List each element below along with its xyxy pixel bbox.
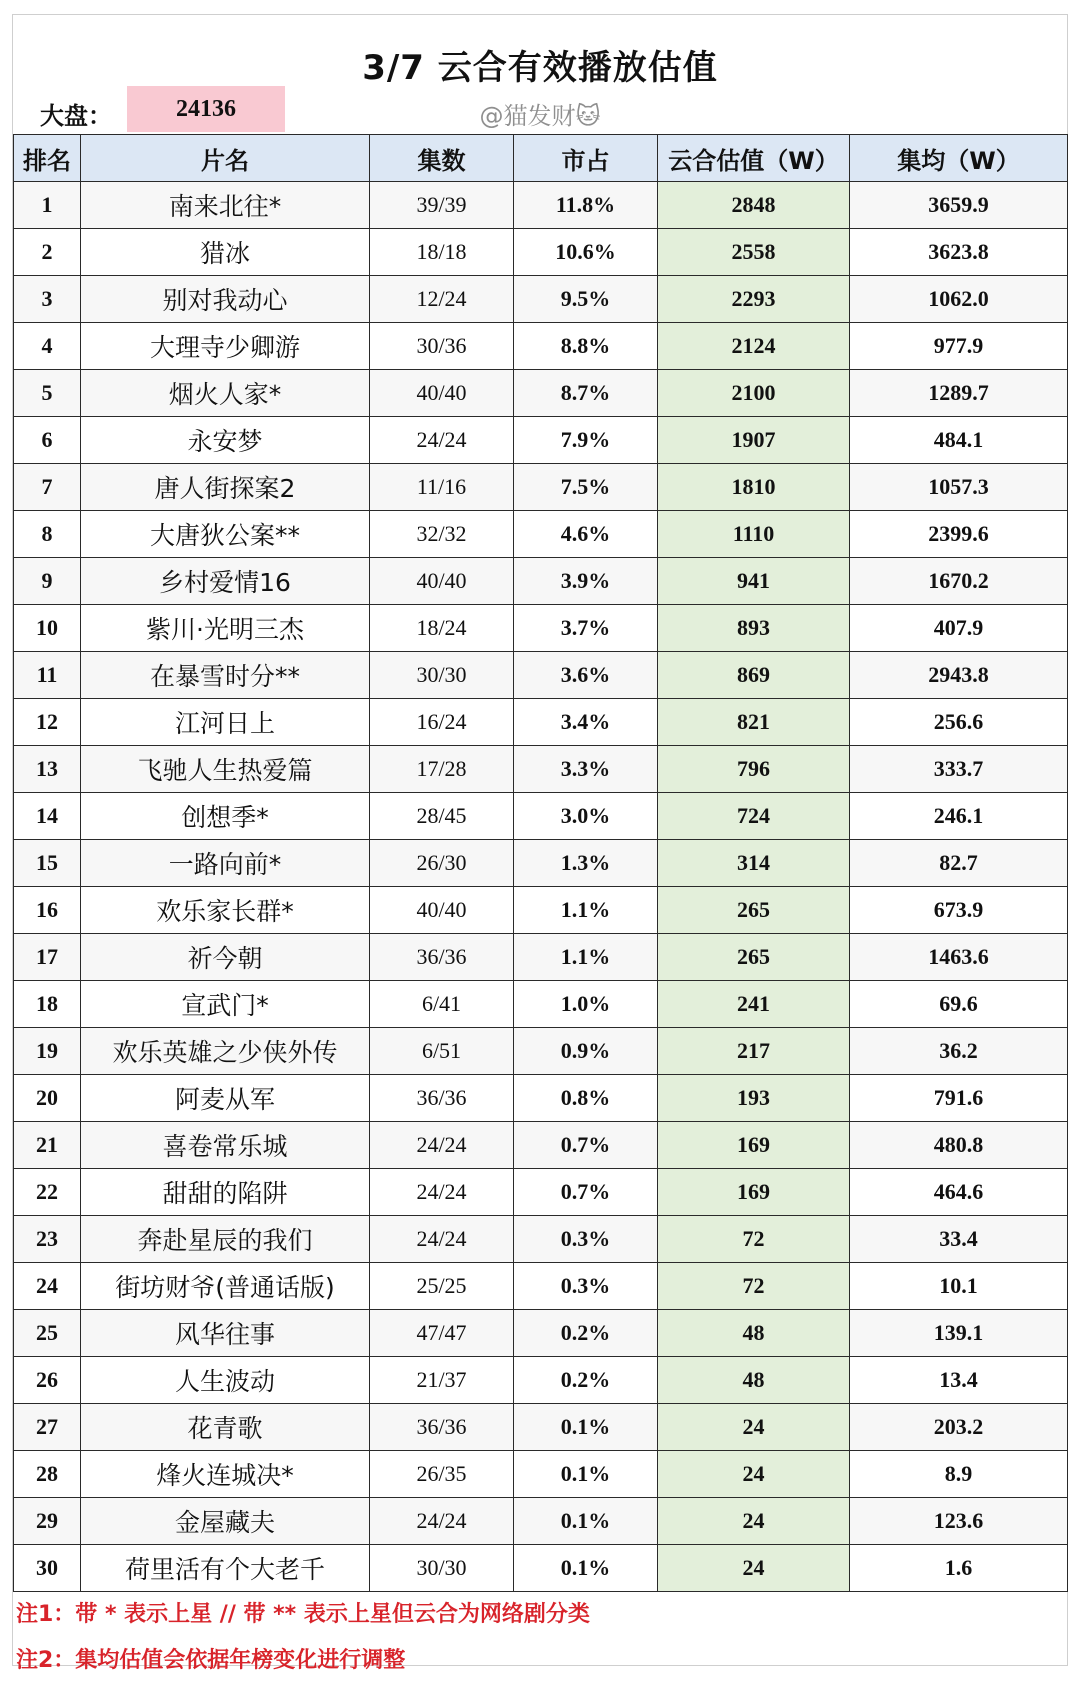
share-cell: 3.6% — [514, 652, 658, 699]
estimate-cell: 193 — [658, 1075, 850, 1122]
estimate-cell: 2124 — [658, 323, 850, 370]
estimate-cell: 241 — [658, 981, 850, 1028]
table-row — [14, 1310, 1068, 1357]
title-cell: 飞驰人生热爱篇 — [81, 746, 370, 793]
estimate-cell: 72 — [658, 1263, 850, 1310]
episodes-cell: 28/45 — [370, 793, 514, 840]
estimate-cell: 1907 — [658, 417, 850, 464]
share-cell: 0.1% — [514, 1498, 658, 1545]
table-row — [14, 652, 1068, 699]
table-row — [14, 1404, 1068, 1451]
average-cell: 256.6 — [850, 699, 1068, 746]
share-cell: 0.7% — [514, 1169, 658, 1216]
title-cell: 花青歌 — [81, 1404, 370, 1451]
estimate-cell: 1810 — [658, 464, 850, 511]
share-cell: 0.1% — [514, 1545, 658, 1592]
episodes-cell: 40/40 — [370, 370, 514, 417]
rank-cell: 25 — [14, 1310, 81, 1357]
title-cell: 紫川·光明三杰 — [81, 605, 370, 652]
table-row — [14, 1028, 1068, 1075]
average-cell: 791.6 — [850, 1075, 1068, 1122]
estimate-cell: 24 — [658, 1404, 850, 1451]
title-cell: 阿麦从军 — [81, 1075, 370, 1122]
estimate-cell: 265 — [658, 887, 850, 934]
episodes-cell: 24/24 — [370, 1169, 514, 1216]
header-estimate: 云合估值（W） — [658, 135, 850, 182]
average-cell: 1463.6 — [850, 934, 1068, 981]
estimate-cell: 724 — [658, 793, 850, 840]
title-cell: 在暴雪时分** — [81, 652, 370, 699]
rank-cell: 20 — [14, 1075, 81, 1122]
average-cell: 123.6 — [850, 1498, 1068, 1545]
rank-cell: 29 — [14, 1498, 81, 1545]
title-cell: 风华往事 — [81, 1310, 370, 1357]
episodes-cell: 24/24 — [370, 1498, 514, 1545]
share-cell: 0.3% — [514, 1216, 658, 1263]
title-cell: 人生波动 — [81, 1357, 370, 1404]
header-episodes: 集数 — [370, 135, 514, 182]
estimate-cell: 24 — [658, 1545, 850, 1592]
title-cell: 奔赴星辰的我们 — [81, 1216, 370, 1263]
rank-cell: 16 — [14, 887, 81, 934]
note-2: 注2：集均估值会依据年榜变化进行调整 — [16, 1648, 406, 1673]
rank-cell: 24 — [14, 1263, 81, 1310]
table-row — [14, 1263, 1068, 1310]
average-cell: 3623.8 — [850, 229, 1068, 276]
ranking-table — [13, 134, 1068, 1592]
average-cell: 1.6 — [850, 1545, 1068, 1592]
share-cell: 4.6% — [514, 511, 658, 558]
rank-cell: 9 — [14, 558, 81, 605]
table-row — [14, 746, 1068, 793]
average-cell: 36.2 — [850, 1028, 1068, 1075]
table-row — [14, 417, 1068, 464]
episodes-cell: 24/24 — [370, 1122, 514, 1169]
table-row — [14, 182, 1068, 229]
average-cell: 484.1 — [850, 417, 1068, 464]
header-share: 市占 — [514, 135, 658, 182]
episodes-cell: 26/35 — [370, 1451, 514, 1498]
share-cell: 10.6% — [514, 229, 658, 276]
rank-cell: 28 — [14, 1451, 81, 1498]
rank-cell: 10 — [14, 605, 81, 652]
header-average: 集均（W） — [850, 135, 1068, 182]
rank-cell: 12 — [14, 699, 81, 746]
share-cell: 0.2% — [514, 1310, 658, 1357]
share-cell: 9.5% — [514, 276, 658, 323]
rank-cell: 6 — [14, 417, 81, 464]
episodes-cell: 40/40 — [370, 887, 514, 934]
estimate-cell: 48 — [658, 1357, 850, 1404]
rank-cell: 17 — [14, 934, 81, 981]
table-row — [14, 558, 1068, 605]
average-cell: 673.9 — [850, 887, 1068, 934]
estimate-cell: 217 — [658, 1028, 850, 1075]
episodes-cell: 18/24 — [370, 605, 514, 652]
rank-cell: 5 — [14, 370, 81, 417]
table-row — [14, 1545, 1068, 1592]
estimate-cell: 24 — [658, 1451, 850, 1498]
table-row — [14, 934, 1068, 981]
table-row — [14, 981, 1068, 1028]
table-row — [14, 605, 1068, 652]
title-cell: 永安梦 — [81, 417, 370, 464]
table-row — [14, 1357, 1068, 1404]
estimate-cell: 72 — [658, 1216, 850, 1263]
note-1: 注1：带 * 表示上星 // 带 ** 表示上星但云合为网络剧分类 — [16, 1602, 590, 1627]
estimate-cell: 169 — [658, 1169, 850, 1216]
title-cell: 猎冰 — [81, 229, 370, 276]
table-row — [14, 1169, 1068, 1216]
episodes-cell: 6/51 — [370, 1028, 514, 1075]
rank-cell: 11 — [14, 652, 81, 699]
table-row — [14, 699, 1068, 746]
title-cell: 烽火连城决* — [81, 1451, 370, 1498]
average-cell: 1057.3 — [850, 464, 1068, 511]
average-cell: 1062.0 — [850, 276, 1068, 323]
title-cell: 金屋藏夫 — [81, 1498, 370, 1545]
table-row — [14, 1122, 1068, 1169]
episodes-cell: 40/40 — [370, 558, 514, 605]
table-header-row — [14, 135, 1068, 182]
title-cell: 一路向前* — [81, 840, 370, 887]
episodes-cell: 17/28 — [370, 746, 514, 793]
share-cell: 3.0% — [514, 793, 658, 840]
average-cell: 13.4 — [850, 1357, 1068, 1404]
table-row — [14, 887, 1068, 934]
table-body — [14, 182, 1068, 1592]
estimate-cell: 169 — [658, 1122, 850, 1169]
rank-cell: 14 — [14, 793, 81, 840]
title-cell: 乡村爱情16 — [81, 558, 370, 605]
episodes-cell: 24/24 — [370, 417, 514, 464]
share-cell: 3.9% — [514, 558, 658, 605]
average-cell: 1670.2 — [850, 558, 1068, 605]
share-cell: 0.1% — [514, 1404, 658, 1451]
page-title: 3/7 云合有效播放估值 — [362, 48, 718, 88]
episodes-cell: 12/24 — [370, 276, 514, 323]
episodes-cell: 30/36 — [370, 323, 514, 370]
table-row — [14, 511, 1068, 558]
average-cell: 407.9 — [850, 605, 1068, 652]
episodes-cell: 36/36 — [370, 1404, 514, 1451]
episodes-cell: 21/37 — [370, 1357, 514, 1404]
share-cell: 3.3% — [514, 746, 658, 793]
rank-cell: 18 — [14, 981, 81, 1028]
title-cell: 烟火人家* — [81, 370, 370, 417]
title-cell: 祈今朝 — [81, 934, 370, 981]
title-cell: 宣武门* — [81, 981, 370, 1028]
rank-cell: 15 — [14, 840, 81, 887]
estimate-cell: 265 — [658, 934, 850, 981]
share-cell: 0.3% — [514, 1263, 658, 1310]
rank-cell: 2 — [14, 229, 81, 276]
title-cell: 喜卷常乐城 — [81, 1122, 370, 1169]
title-cell: 荷里活有个大老千 — [81, 1545, 370, 1592]
share-cell: 0.7% — [514, 1122, 658, 1169]
rank-cell: 19 — [14, 1028, 81, 1075]
average-cell: 464.6 — [850, 1169, 1068, 1216]
estimate-cell: 24 — [658, 1498, 850, 1545]
average-cell: 203.2 — [850, 1404, 1068, 1451]
table-row — [14, 1216, 1068, 1263]
estimate-cell: 2848 — [658, 182, 850, 229]
estimate-cell: 869 — [658, 652, 850, 699]
episodes-cell: 36/36 — [370, 934, 514, 981]
estimate-cell: 2100 — [658, 370, 850, 417]
table-row — [14, 229, 1068, 276]
estimate-cell: 314 — [658, 840, 850, 887]
rank-cell: 26 — [14, 1357, 81, 1404]
episodes-cell: 25/25 — [370, 1263, 514, 1310]
episodes-cell: 26/30 — [370, 840, 514, 887]
table-row — [14, 1451, 1068, 1498]
title-cell: 唐人街探案2 — [81, 464, 370, 511]
estimate-cell: 941 — [658, 558, 850, 605]
rank-cell: 30 — [14, 1545, 81, 1592]
rank-cell: 7 — [14, 464, 81, 511]
title-cell: 甜甜的陷阱 — [81, 1169, 370, 1216]
title-cell: 欢乐家长群* — [81, 887, 370, 934]
estimate-cell: 1110 — [658, 511, 850, 558]
title-cell: 大唐狄公案** — [81, 511, 370, 558]
table-row — [14, 793, 1068, 840]
episodes-cell: 30/30 — [370, 652, 514, 699]
average-cell: 2943.8 — [850, 652, 1068, 699]
title-cell: 别对我动心 — [81, 276, 370, 323]
share-cell: 3.7% — [514, 605, 658, 652]
average-cell: 1289.7 — [850, 370, 1068, 417]
average-cell: 10.1 — [850, 1263, 1068, 1310]
share-cell: 0.8% — [514, 1075, 658, 1122]
share-cell: 1.1% — [514, 934, 658, 981]
share-cell: 3.4% — [514, 699, 658, 746]
market-value: 24136 — [127, 86, 285, 132]
share-cell: 1.3% — [514, 840, 658, 887]
episodes-cell: 18/18 — [370, 229, 514, 276]
average-cell: 2399.6 — [850, 511, 1068, 558]
table-row — [14, 323, 1068, 370]
episodes-cell: 11/16 — [370, 464, 514, 511]
average-cell: 82.7 — [850, 840, 1068, 887]
episodes-cell: 32/32 — [370, 511, 514, 558]
title-cell: 街坊财爷(普通话版) — [81, 1263, 370, 1310]
episodes-cell: 16/24 — [370, 699, 514, 746]
episodes-cell: 47/47 — [370, 1310, 514, 1357]
share-cell: 0.1% — [514, 1451, 658, 1498]
share-cell: 11.8% — [514, 182, 658, 229]
table-row — [14, 464, 1068, 511]
share-cell: 1.0% — [514, 981, 658, 1028]
rank-cell: 13 — [14, 746, 81, 793]
table-row — [14, 1498, 1068, 1545]
rank-cell: 3 — [14, 276, 81, 323]
title-cell: 欢乐英雄之少侠外传 — [81, 1028, 370, 1075]
market-label: 大盘： — [40, 102, 112, 130]
estimate-cell: 796 — [658, 746, 850, 793]
rank-cell: 21 — [14, 1122, 81, 1169]
average-cell: 977.9 — [850, 323, 1068, 370]
average-cell: 480.8 — [850, 1122, 1068, 1169]
average-cell: 333.7 — [850, 746, 1068, 793]
share-cell: 0.9% — [514, 1028, 658, 1075]
share-cell: 8.8% — [514, 323, 658, 370]
table-row — [14, 1075, 1068, 1122]
table-row — [14, 840, 1068, 887]
share-cell: 1.1% — [514, 887, 658, 934]
rank-cell: 23 — [14, 1216, 81, 1263]
episodes-cell: 39/39 — [370, 182, 514, 229]
average-cell: 33.4 — [850, 1216, 1068, 1263]
table-row — [14, 370, 1068, 417]
average-cell: 246.1 — [850, 793, 1068, 840]
rank-cell: 27 — [14, 1404, 81, 1451]
title-cell: 南来北往* — [81, 182, 370, 229]
episodes-cell: 6/41 — [370, 981, 514, 1028]
average-cell: 69.6 — [850, 981, 1068, 1028]
estimate-cell: 893 — [658, 605, 850, 652]
rank-cell: 8 — [14, 511, 81, 558]
title-cell: 江河日上 — [81, 699, 370, 746]
share-cell: 8.7% — [514, 370, 658, 417]
average-cell: 139.1 — [850, 1310, 1068, 1357]
rank-cell: 22 — [14, 1169, 81, 1216]
average-cell: 8.9 — [850, 1451, 1068, 1498]
title-cell: 大理寺少卿游 — [81, 323, 370, 370]
table-row — [14, 276, 1068, 323]
share-cell: 7.9% — [514, 417, 658, 464]
estimate-cell: 821 — [658, 699, 850, 746]
share-cell: 0.2% — [514, 1357, 658, 1404]
header-rank: 排名 — [14, 135, 81, 182]
rank-cell: 4 — [14, 323, 81, 370]
rank-cell: 1 — [14, 182, 81, 229]
title-cell: 创想季* — [81, 793, 370, 840]
episodes-cell: 36/36 — [370, 1075, 514, 1122]
estimate-cell: 2293 — [658, 276, 850, 323]
share-cell: 7.5% — [514, 464, 658, 511]
episodes-cell: 30/30 — [370, 1545, 514, 1592]
watermark-text: @猫发财🐱 — [479, 102, 601, 130]
estimate-cell: 2558 — [658, 229, 850, 276]
estimate-cell: 48 — [658, 1310, 850, 1357]
episodes-cell: 24/24 — [370, 1216, 514, 1263]
average-cell: 3659.9 — [850, 182, 1068, 229]
header-title: 片名 — [81, 135, 370, 182]
